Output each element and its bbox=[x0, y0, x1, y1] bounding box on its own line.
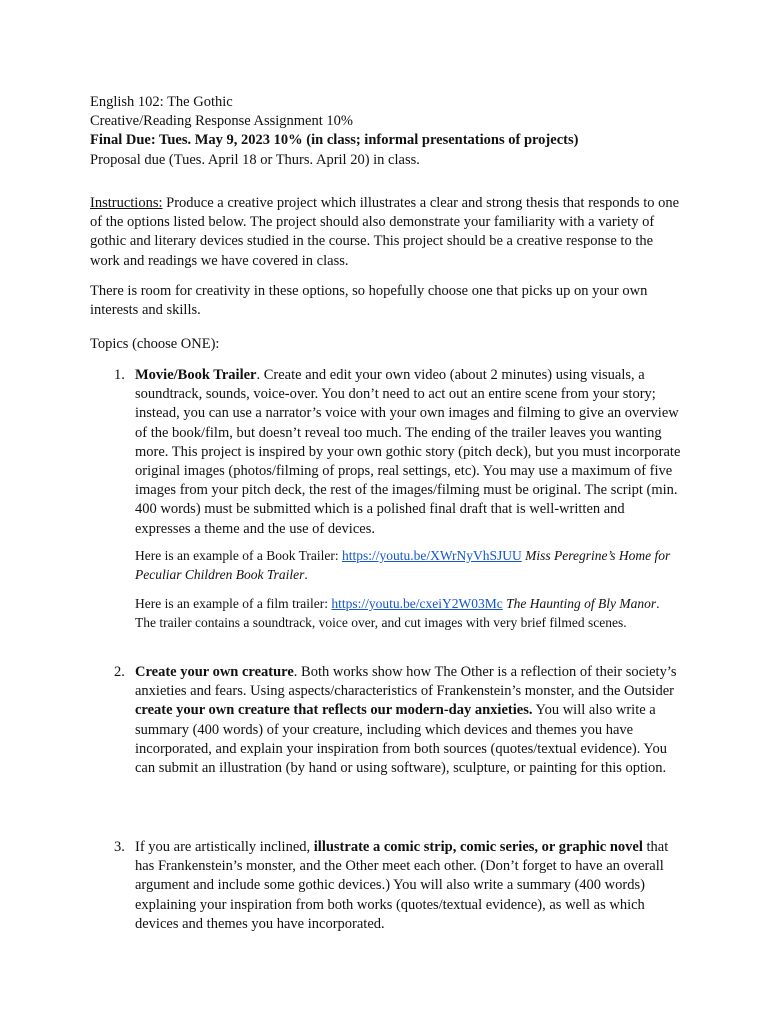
topic-emphasis: illustrate a comic strip, comic series, or graphic novel bbox=[313, 839, 643, 855]
example-prefix: Here is an example of a Book Trailer: bbox=[135, 548, 342, 563]
book-trailer-link[interactable]: https://youtu.be/XWrNyVhSJUU bbox=[341, 548, 522, 563]
instructions-text: Produce a creative project which illustrates a clear and strong thesis that responds to one of the options listed below. The project should also demonstrate your familiarity with a variety of gothic and literary devices studied in the course. This project should be a creative response to the work and readings we have covered in class. bbox=[90, 195, 680, 269]
book-trailer-example bbox=[135, 546, 680, 584]
document-header bbox=[90, 93, 690, 170]
topic-number: 2. bbox=[114, 664, 125, 680]
example-title: Miss Peregrine’s Home for Peculiar Children Book Trailer bbox=[135, 548, 671, 582]
topic-body bbox=[135, 663, 681, 778]
proposal-due-date: Proposal due (Tues. April 18 or Thurs. April 20) in class. bbox=[90, 151, 420, 168]
final-due-date: Final Due: Tues. May 9, 2023 10% (in class; informal presentations of projects) bbox=[90, 132, 579, 149]
topic-number: 3. bbox=[114, 839, 125, 855]
topic-number: 1. bbox=[114, 367, 125, 383]
topic-text: . Both works show how The Other is a reflection of their society’s anxieties and fears. Using aspects/characteristics of Frankenstein’s monster, and the Outsider bbox=[135, 664, 677, 700]
film-trailer-example bbox=[135, 594, 680, 632]
topic-text: If you are artistically inclined, bbox=[135, 839, 314, 855]
instructions-paragraph bbox=[90, 194, 682, 271]
topic-body bbox=[135, 366, 681, 539]
example-suffix: . The trailer contains a soundtrack, voice over, and cut images with very brief filmed scenes. bbox=[135, 596, 660, 630]
assignment-title: Creative/Reading Response Assignment 10% bbox=[90, 113, 353, 130]
topic-text: You will also write a summary (400 words) of your creature, including which devices and themes you have incorporated, and explain your inspiration from both sources (quotes/textual evidence). You can submit an illustration (by hand or using software), sculpture, or painting for this option. bbox=[135, 702, 667, 777]
topic-body bbox=[135, 838, 681, 934]
topics-label: Topics (choose ONE): bbox=[90, 336, 220, 352]
topic-text: that has Frankenstein’s monster, and the Other meet each other. (Don’t forget to have an overall argument and include some gothic devices.) You will also write a summary (400 words) explaining your inspiration from both works (quotes/textual evidence), as well as which devices and themes you have incorporated. bbox=[135, 839, 669, 932]
topic-title: Create your own creature bbox=[135, 664, 294, 680]
example-suffix: . bbox=[304, 567, 308, 582]
film-trailer-link[interactable]: https://youtu.be/cxeiY2W03Mc bbox=[331, 596, 503, 611]
course-title: English 102: The Gothic bbox=[90, 94, 233, 110]
example-title: The Haunting of Bly Manor bbox=[506, 596, 657, 611]
topic-text: . Create and edit your own video (about 2 minutes) using visuals, a soundtrack, sounds, voice-over. You don’t need to act out an entire scene from your story; instead, you can use a narrator’s voice with your own images and filming to give an overview of the book/film, but doesn’t reveal too much. The ending of the trailer leaves you wanting more. This project is inspired by your own gothic story (pitch deck), but you must incorporate original images (photos/filming of props, real settings, etc). You may use a maximum of five images from your pitch deck, the rest of the images/filming must be original. The script (min. 400 words) must be submitted which is a polished final draft that is well-written and expresses a theme and the use of devices. bbox=[135, 367, 681, 537]
topic-emphasis: create your own creature that reflects our modern-day anxieties. bbox=[135, 702, 533, 719]
creativity-paragraph: There is room for creativity in these options, so hopefully choose one that picks up on your own interests and skills. bbox=[90, 283, 648, 319]
example-prefix: Here is an example of a film trailer: bbox=[135, 596, 332, 611]
instructions-label: Instructions: bbox=[90, 195, 163, 211]
topic-title: Movie/Book Trailer bbox=[135, 367, 257, 383]
